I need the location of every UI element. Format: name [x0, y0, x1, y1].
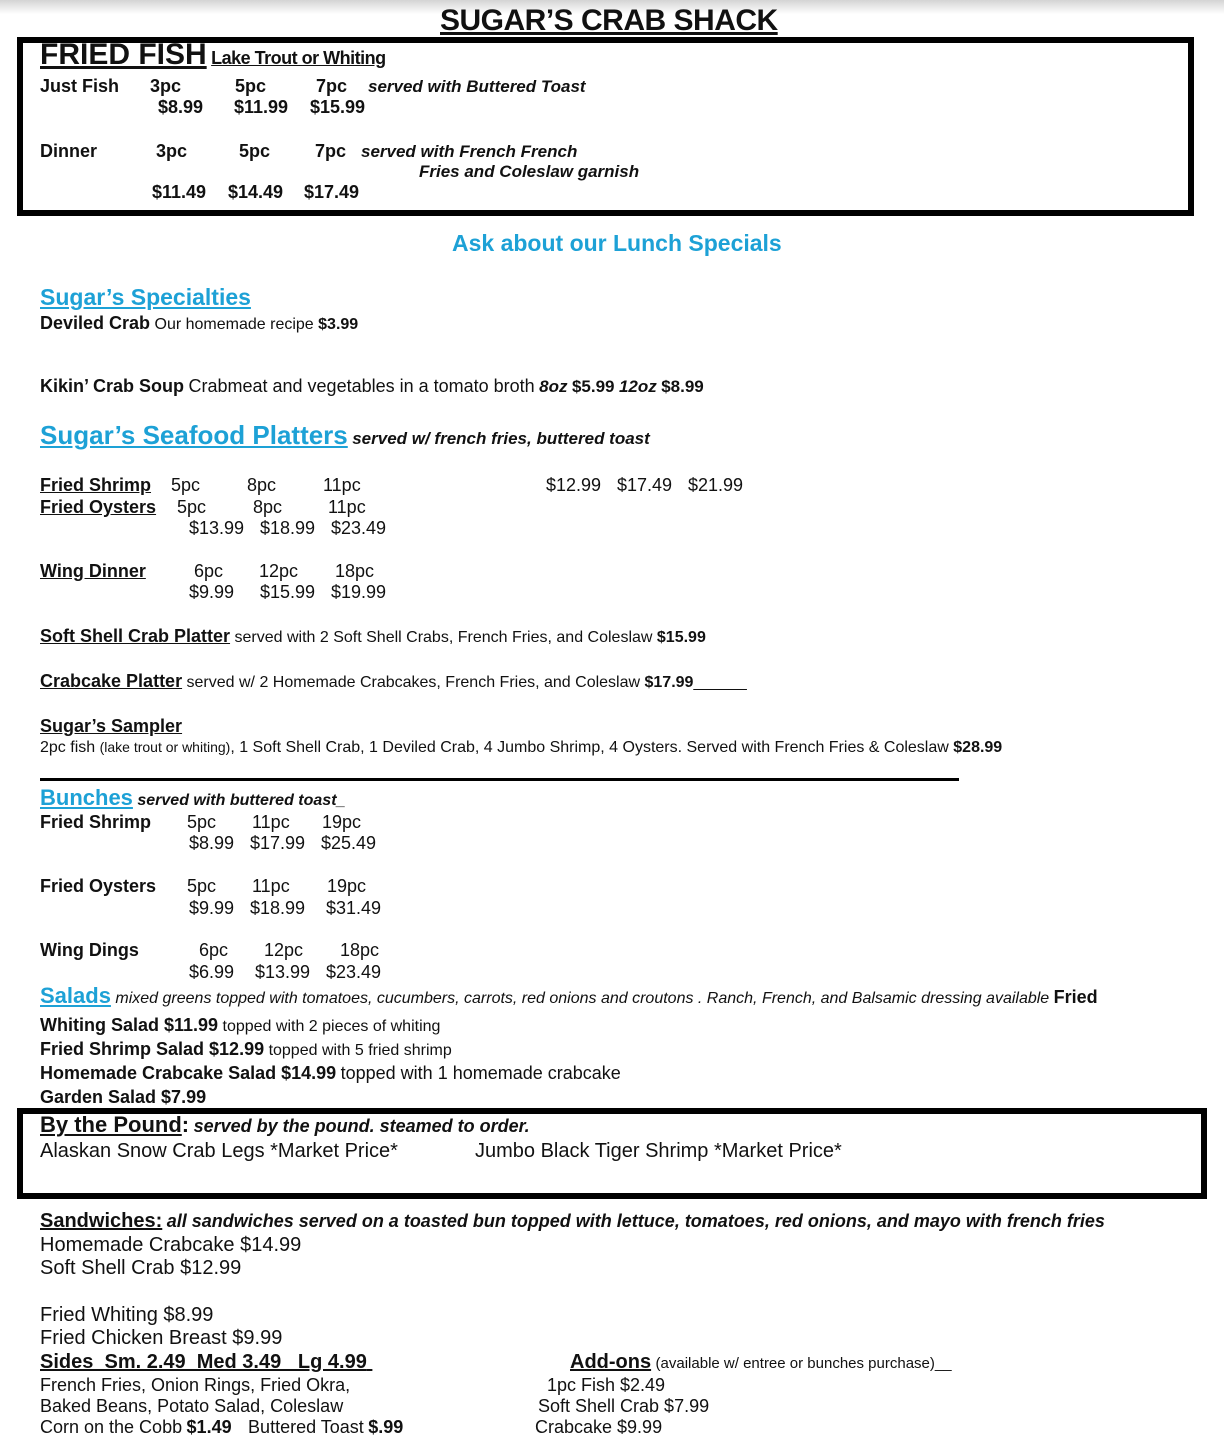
page-title: SUGAR’S CRAB SHACK	[440, 4, 778, 37]
sides-line2: Baked Beans, Potato Salad, Coleslaw	[40, 1396, 344, 1416]
addons-heading-row	[570, 1351, 952, 1374]
dinner-size-3: 3pc	[156, 141, 188, 161]
platter-shrimp-price-5: $12.99	[546, 475, 602, 495]
crabcake-salad-desc: topped with 1 homemade crabcake	[340, 1063, 621, 1083]
platter-oysters-size-5: 5pc	[177, 497, 207, 517]
bunch-wings-price-18: $23.49	[326, 962, 382, 982]
by-pound-heading: By the Pound	[40, 1112, 182, 1137]
sampler-desc-a: 2pc fish	[40, 739, 96, 756]
bunch-shrimp-name: Fried Shrimp	[40, 812, 152, 832]
just-fish-price-7: $15.99	[310, 97, 366, 117]
corn-label: Corn on the Cobb	[40, 1417, 183, 1437]
just-fish-size-5: 5pc	[235, 76, 267, 96]
platter-oysters-size-8: 8pc	[253, 497, 283, 517]
bunch-shrimp-price-19: $25.49	[321, 833, 377, 853]
addons-note: (available w/ entree or bunches purchase)__	[655, 1355, 952, 1372]
shrimp-salad-row	[40, 1039, 452, 1060]
crabcake-salad-row	[40, 1063, 621, 1084]
platter-shrimp-name: Fried Shrimp	[40, 475, 152, 495]
toast-label: Buttered Toast	[248, 1417, 364, 1437]
section-divider	[40, 778, 959, 781]
sides-heading	[40, 1351, 372, 1374]
deviled-crab-row	[40, 313, 358, 334]
platter-oysters-price-11: $23.49	[331, 518, 387, 538]
sides-heading-text: Sides Sm. 2.49 Med 3.49 Lg 4.99	[40, 1351, 367, 1373]
just-fish-price-3: $8.99	[158, 97, 204, 117]
specialties-heading: Sugar’s Specialties	[40, 284, 251, 310]
just-fish-note: served with Buttered Toast	[368, 77, 586, 96]
salads-heading-row	[40, 983, 1098, 1009]
just-fish-size-3: 3pc	[150, 76, 182, 96]
crabcake-salad-name: Homemade Crabcake Salad $14.99	[40, 1063, 337, 1083]
platter-shrimp-size-5: 5pc	[171, 475, 201, 495]
addon-crabcake: Crabcake $9.99	[535, 1417, 663, 1437]
crab-soup-name: Kikin’ Crab Soup	[40, 376, 185, 396]
platters-heading: Sugar’s Seafood Platters	[40, 420, 348, 450]
lunch-specials-banner: Ask about our Lunch Specials	[452, 230, 782, 256]
whiting-salad-desc: topped with 2 pieces of whiting	[222, 1018, 441, 1035]
platter-oysters-price-8: $18.99	[260, 518, 316, 538]
sampler-name: Sugar’s Sampler	[40, 716, 183, 736]
deviled-crab-price: $3.99	[318, 316, 359, 333]
sandwich-chicken: Fried Chicken Breast $9.99	[40, 1327, 283, 1349]
dinner-price-5: $14.49	[228, 182, 284, 202]
addons-heading: Add-ons	[570, 1351, 652, 1373]
bunch-wings-size-18: 18pc	[340, 940, 380, 960]
just-fish-size-7: 7pc	[316, 76, 348, 96]
deviled-crab-name: Deviled Crab	[40, 313, 151, 333]
bunch-oysters-size-19: 19pc	[327, 876, 367, 896]
fried-fish-heading: FRIED FISH	[40, 38, 207, 71]
shrimp-salad-name: Fried Shrimp Salad $12.99	[40, 1039, 265, 1059]
sides-heading-trail	[367, 1351, 373, 1373]
sampler-desc-b: (lake trout or whiting)	[99, 739, 231, 755]
crabcake-platter-trail: ______	[693, 674, 747, 691]
crab-soup-size2: 12oz	[618, 377, 657, 396]
bunch-wings-size-6: 6pc	[199, 940, 229, 960]
platter-shrimp-size-11: 11pc	[323, 475, 361, 495]
dinner-note-line2: Fries and Coleslaw garnish	[419, 162, 640, 181]
crab-soup-size1: 8oz	[539, 377, 568, 396]
bunch-shrimp-size-19: 19pc	[322, 812, 362, 832]
just-fish-label: Just Fish	[40, 76, 120, 96]
deviled-crab-desc: Our homemade recipe	[154, 316, 314, 333]
bunch-oysters-size-5: 5pc	[187, 876, 217, 896]
platter-wings-price-6: $9.99	[189, 582, 235, 602]
shrimp-salad-desc: topped with 5 fried shrimp	[268, 1042, 452, 1059]
platter-wings-name: Wing Dinner	[40, 561, 146, 581]
crabcake-platter-name: Crabcake Platter	[40, 671, 183, 691]
platter-wings-price-12: $15.99	[260, 582, 316, 602]
crab-soup-desc: Crabmeat and vegetables in a tomato broth	[188, 376, 535, 396]
crabcake-platter-price: $17.99	[644, 674, 694, 691]
bunches-heading: Bunches	[40, 785, 133, 810]
bunch-shrimp-size-5: 5pc	[187, 812, 217, 832]
bunch-oysters-price-5: $9.99	[189, 898, 235, 918]
salads-note-tail: Fried	[1053, 987, 1098, 1007]
softshell-platter-row	[40, 626, 706, 647]
bunch-oysters-size-11: 11pc	[252, 876, 290, 896]
platter-wings-size-18: 18pc	[335, 561, 375, 581]
sandwiches-heading: Sandwiches:	[40, 1210, 163, 1232]
softshell-platter-desc: served with 2 Soft Shell Crabs, French Fries, and Coleslaw	[234, 629, 653, 646]
platter-shrimp-size-8: 8pc	[247, 475, 277, 495]
platter-wings-size-12: 12pc	[259, 561, 299, 581]
sampler-desc-row	[40, 739, 1002, 757]
dinner-size-7: 7pc	[315, 141, 347, 161]
by-pound-heading-row	[40, 1112, 530, 1138]
addon-fish: 1pc Fish $2.49	[547, 1375, 666, 1395]
corn-price: $1.49	[186, 1417, 232, 1437]
addon-softshell: Soft Shell Crab $7.99	[538, 1396, 710, 1416]
sandwich-crabcake: Homemade Crabcake $14.99	[40, 1234, 302, 1256]
jumbo-tiger-shrimp: Jumbo Black Tiger Shrimp *Market Price*	[475, 1140, 842, 1162]
just-fish-price-5: $11.99	[234, 97, 289, 117]
bunch-wings-price-6: $6.99	[189, 962, 235, 982]
snow-crab-legs: Alaskan Snow Crab Legs *Market Price*	[40, 1140, 398, 1162]
bunch-oysters-price-11: $18.99	[250, 898, 306, 918]
dinner-note-line1: served with French French	[361, 142, 578, 161]
crab-soup-price2: $8.99	[661, 377, 704, 396]
bunch-wings-price-12: $13.99	[255, 962, 311, 982]
sides-line1: French Fries, Onion Rings, Fried Okra,	[40, 1375, 351, 1395]
platter-oysters-price-5: $13.99	[189, 518, 245, 538]
fried-fish-subheading: Lake Trout or Whiting	[211, 48, 386, 68]
whiting-salad-row	[40, 1015, 440, 1036]
crab-soup-row	[40, 376, 704, 397]
by-pound-colon: :	[181, 1112, 190, 1137]
garden-salad: Garden Salad $7.99	[40, 1087, 207, 1107]
bunch-oysters-price-19: $31.49	[326, 898, 382, 918]
crab-soup-price1: $5.99	[571, 377, 615, 396]
dinner-label: Dinner	[40, 141, 98, 161]
bunch-wings-name: Wing Dings	[40, 940, 139, 960]
dinner-price-7: $17.49	[304, 182, 360, 202]
platter-oysters-name: Fried Oysters	[40, 497, 157, 517]
toast-price: $.99	[368, 1417, 404, 1437]
sampler-price: $28.99	[953, 739, 1003, 756]
salads-heading: Salads	[40, 983, 111, 1008]
dinner-price-3: $11.49	[152, 182, 207, 202]
sandwich-softshell: Soft Shell Crab $12.99	[40, 1257, 242, 1279]
sandwiches-heading-row	[40, 1210, 1105, 1233]
platter-wings-size-6: 6pc	[194, 561, 224, 581]
softshell-platter-name: Soft Shell Crab Platter	[40, 626, 231, 646]
crabcake-platter-desc: served w/ 2 Homemade Crabcakes, French Fries, and Coleslaw	[186, 674, 641, 691]
softshell-platter-price: $15.99	[656, 629, 706, 646]
platter-shrimp-price-11: $21.99	[688, 475, 744, 495]
bunch-oysters-name: Fried Oysters	[40, 876, 157, 896]
crabcake-platter-row	[40, 671, 747, 692]
platters-heading-row	[40, 420, 650, 451]
bunch-wings-size-12: 12pc	[264, 940, 304, 960]
platters-note: served w/ french fries, buttered toast	[352, 429, 650, 448]
bunches-note: served with buttered toast_	[137, 792, 346, 809]
sampler-desc-c: , 1 Soft Shell Crab, 1 Deviled Crab, 4 Jumbo Shrimp, 4 Oysters. Served with French Fries & Coleslaw	[230, 739, 949, 756]
bunch-shrimp-price-11: $17.99	[250, 833, 306, 853]
bunches-heading-row	[40, 785, 345, 811]
sandwiches-note: all sandwiches served on a toasted bun topped with lettuce, tomatoes, red onions, and mayo with french fries	[166, 1211, 1105, 1231]
by-pound-note: served by the pound. steamed to order.	[193, 1116, 530, 1136]
platter-oysters-size-11: 11pc	[328, 497, 366, 517]
sides-line3	[40, 1417, 403, 1438]
platter-shrimp-price-8: $17.49	[617, 475, 673, 495]
bunch-shrimp-price-5: $8.99	[189, 833, 235, 853]
whiting-salad-name: Whiting Salad $11.99	[40, 1015, 219, 1035]
bunch-shrimp-size-11: 11pc	[252, 812, 290, 832]
fried-fish-heading-row	[40, 38, 386, 72]
dinner-size-5: 5pc	[239, 141, 271, 161]
salads-note: mixed greens topped with tomatoes, cucumbers, carrots, red onions and croutons . Ranch, French, and Balsamic dressing available	[115, 990, 1050, 1007]
sandwich-whiting: Fried Whiting $8.99	[40, 1304, 214, 1326]
platter-wings-price-18: $19.99	[331, 582, 387, 602]
